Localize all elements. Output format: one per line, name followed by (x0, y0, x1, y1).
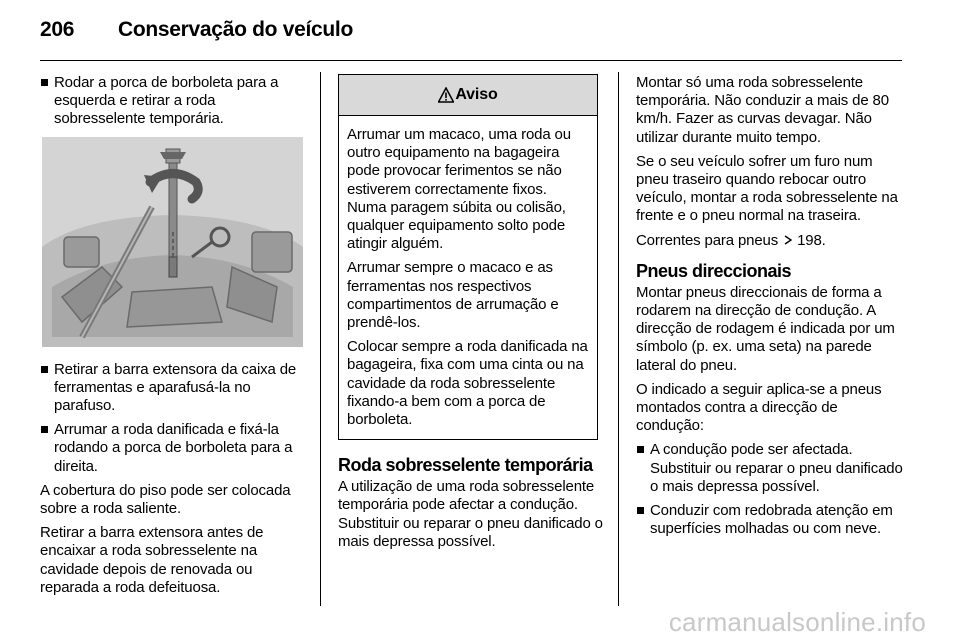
page-number: 206 (40, 18, 75, 41)
list-item: Retirar a barra extensora da caixa de ferramentas e aparafusá-la no parafuso. (40, 361, 305, 416)
column-divider (320, 72, 321, 606)
reference-text: Correntes para pneus (636, 231, 783, 249)
list-item: Rodar a porca de borboleta para a esquerda e retirar a roda sobresselente temporária. (40, 74, 305, 129)
paragraph: Se o seu veículo sofrer um furo num pneu traseiro quando rebocar outro veículo, montar a roda sobresselente na frente e o pneu normal na traseira. (636, 152, 898, 225)
paragraph: A utilização de uma roda sobresselente temporária pode afectar a condução. Substituir ou reparar o pneu danificado o mais depressa possível. (338, 478, 603, 550)
warning-paragraph: Arrumar um macaco, uma roda ou outro equipamento na bagageira pode provocar ferimentos se não estiverem correctamente fixos. Numa paragem súbita ou colisão, qualquer equipamento solto pode atingir alguém. (347, 126, 571, 253)
header-rule (40, 60, 902, 61)
warning-paragraph: Colocar sempre a roda danificada na bagageira, fixa com uma cinta ou na cavidade da roda sobresselente fixando-a bem com a porca de borboleta. (347, 338, 588, 429)
spare-wheel-drawing (42, 137, 303, 347)
paragraph: Montar só uma roda sobresselente temporária. Não conduzir a mais de 80 km/h. Fazer as curvas devagar. Não utilizar durante muito tempo. (636, 74, 889, 146)
warning-body (339, 116, 597, 439)
arrow-reference-icon (782, 233, 794, 245)
cross-reference (636, 232, 904, 250)
spare-wheel-illustration (42, 137, 303, 347)
paragraph: A cobertura do piso pode ser colocada sobre a roda saliente. (40, 481, 291, 518)
warning-triangle-icon (438, 87, 454, 103)
warning-box (338, 74, 598, 440)
section-heading: Roda sobresselente temporária (338, 455, 593, 476)
page-header (40, 12, 920, 44)
paragraph: O indicado a seguir aplica-se a pneus montados contra a direcção de condução: (636, 380, 882, 435)
list-item: Arrumar a roda danificada e fixá-la rodando a porca de borboleta para a direita. (40, 421, 305, 476)
column-right (636, 74, 904, 544)
warning-title: Aviso (455, 85, 498, 103)
page-title: Conservação do veículo (118, 18, 353, 41)
paragraph: Retirar a barra extensora antes de encaixar a roda sobresselente na cavidade depois de renovada ou reparada a roda defeituosa. (40, 524, 264, 596)
warning-paragraph: Arrumar sempre o macaco e as ferramentas nos respectivos compartimentos de arrumação e prendê-los. (347, 259, 559, 332)
reference-page[interactable]: 198. (797, 231, 826, 249)
section-heading: Pneus direccionais (636, 260, 792, 281)
column-left (40, 74, 305, 603)
column-divider (618, 72, 619, 606)
list-item: A condução pode ser afectada. Substituir ou reparar o pneu danificado o mais depressa possível. (636, 441, 904, 496)
watermark: carmanualsonline.info (668, 607, 926, 637)
column-middle (338, 74, 604, 557)
list-item: Conduzir com redobrada atenção em superfícies molhadas ou com neve. (636, 502, 904, 538)
warning-header (339, 75, 597, 116)
paragraph: Montar pneus direccionais de forma a rodarem na direcção de condução. A direcção de rodagem é indicada por um símbolo (p. ex. uma seta) na parede lateral do pneu. (636, 283, 895, 374)
